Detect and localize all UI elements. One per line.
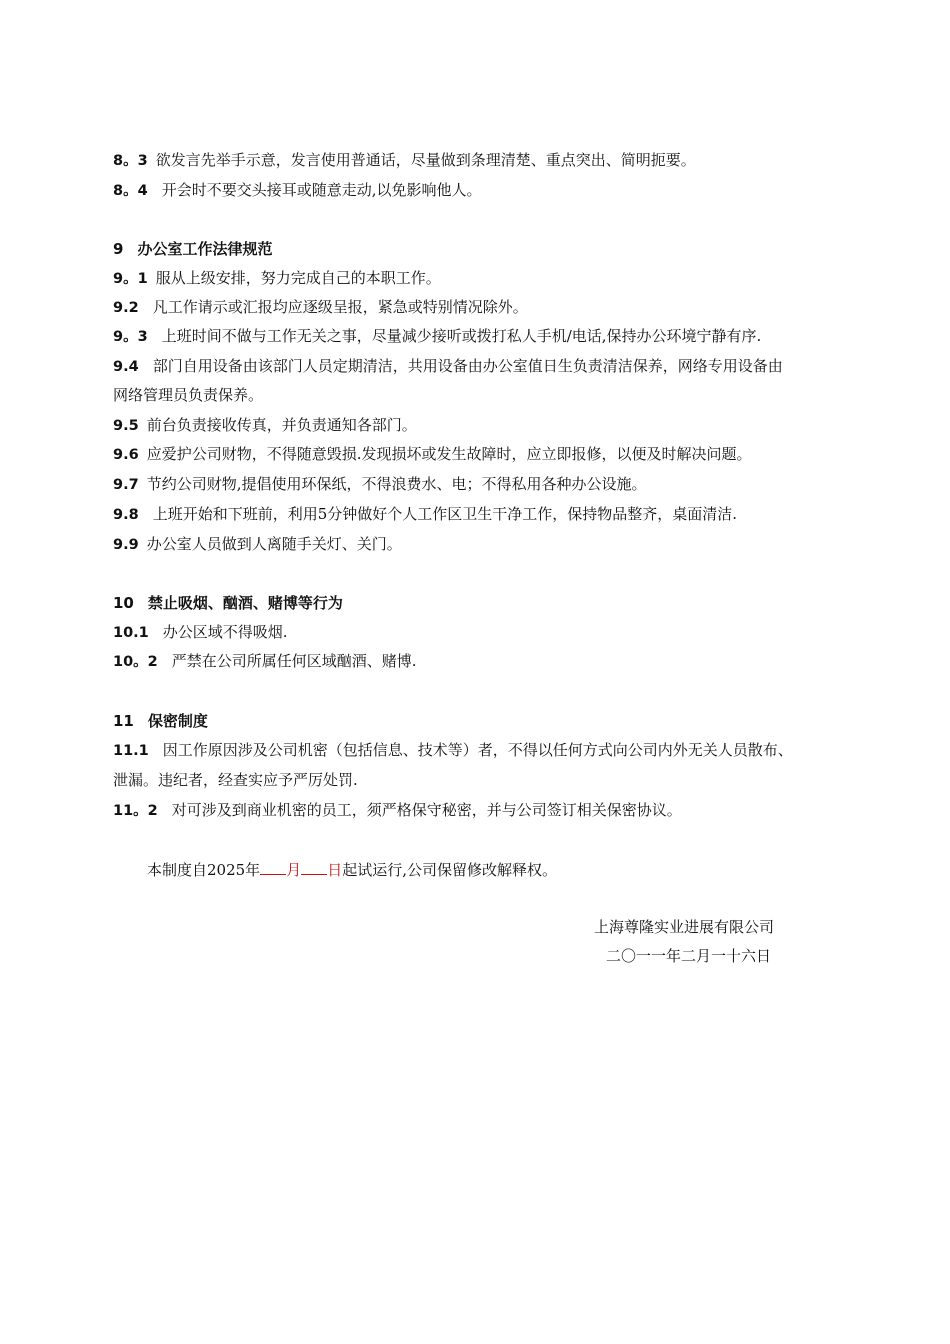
section-number: 9 bbox=[113, 240, 124, 258]
clause-text: 对可涉及到商业机密的员工，须严格保守秘密，并与公司签订相关保密协议。 bbox=[171, 801, 682, 819]
clause-number: 10.1 bbox=[113, 625, 149, 641]
clause-number: 10。2 bbox=[113, 654, 158, 670]
clause-text: 凡工作请示或汇报均应逐级呈报，紧急或特别情况除外。 bbox=[152, 298, 528, 316]
clause-number: 9.7 bbox=[113, 477, 139, 493]
section-title: 办公室工作法律规范 bbox=[137, 240, 273, 258]
clause-number: 8。3 bbox=[113, 153, 148, 169]
clause-number: 9.8 bbox=[113, 507, 139, 523]
section-heading-9 bbox=[113, 239, 272, 259]
clause-text: 开会时不要交头接耳或随意走动,以免影响他人。 bbox=[161, 181, 482, 199]
clause-9-5 bbox=[113, 415, 417, 436]
section-heading-10 bbox=[113, 593, 343, 613]
clause-number: 9.6 bbox=[113, 447, 139, 463]
clause-number: 9。3 bbox=[113, 329, 148, 345]
clause-10-2 bbox=[113, 651, 417, 672]
clause-9-8 bbox=[113, 504, 737, 525]
clause-9-9 bbox=[113, 534, 402, 555]
closing-statement bbox=[147, 860, 557, 880]
clause-number: 9.2 bbox=[113, 300, 139, 316]
clause-text: 节约公司财物,提倡使用环保纸，不得浪费水、电；不得私用各种办公设施。 bbox=[146, 475, 647, 493]
clause-text: 因工作原因涉及公司机密（包括信息、技术等）者，不得以任何方式向公司内外无关人员散布、 bbox=[162, 741, 793, 759]
clause-10-1 bbox=[113, 622, 288, 643]
clause-9-7 bbox=[113, 474, 646, 495]
section-number: 10 bbox=[113, 594, 134, 612]
clause-11-1 bbox=[113, 740, 793, 761]
clause-number: 11。2 bbox=[113, 803, 158, 819]
clause-number: 8。4 bbox=[113, 183, 148, 199]
clause-text: 欲发言先举手示意，发言使用普通话，尽量做到条理清楚、重点突出、简明扼要。 bbox=[155, 151, 696, 169]
clause-number: 9.5 bbox=[113, 418, 139, 434]
clause-9-3 bbox=[113, 326, 761, 347]
closing-day: 日 bbox=[327, 861, 343, 879]
section-heading-11 bbox=[113, 711, 208, 731]
closing-prefix: 本制度自2025年 bbox=[147, 861, 261, 879]
clause-9-4 bbox=[113, 356, 783, 377]
clause-8-4 bbox=[113, 180, 481, 201]
closing-suffix: 起试运行,公司保留修改解释权。 bbox=[342, 861, 557, 879]
signature-company: 上海尊隆实业进展有限公司 bbox=[594, 918, 775, 936]
day-blank bbox=[301, 874, 327, 875]
clause-number: 9.4 bbox=[113, 359, 139, 375]
clause-number: 11.1 bbox=[113, 743, 149, 759]
signature-date: 二〇一一年二月一十六日 bbox=[606, 947, 772, 965]
clause-text: 部门自用设备由该部门人员定期清洁，共用设备由办公室值日生负责清洁保养，网络专用设备由 bbox=[152, 357, 783, 375]
section-title: 保密制度 bbox=[147, 712, 208, 730]
clause-11-2 bbox=[113, 800, 682, 821]
clause-9-4-continuation: 网络管理员负责保养。 bbox=[113, 386, 264, 404]
clause-9-2 bbox=[113, 297, 528, 318]
section-title: 禁止吸烟、酗酒、赌博等行为 bbox=[147, 594, 343, 612]
clause-text: 前台负责接收传真，并负责通知各部门。 bbox=[146, 416, 417, 434]
clause-text: 办公室人员做到人离随手关灯、关门。 bbox=[146, 535, 402, 553]
month-blank bbox=[260, 874, 286, 875]
clause-text: 办公区域不得吸烟. bbox=[162, 623, 288, 641]
clause-text: 上班时间不做与工作无关之事，尽量减少接听或拨打私人手机/电话,保持办公环境宁静有序. bbox=[161, 327, 762, 345]
clause-11-1-continuation: 泄漏。违纪者，经查实应予严厉处罚. bbox=[113, 771, 358, 789]
clause-9-1 bbox=[113, 268, 441, 289]
clause-text: 严禁在公司所属任何区域酗酒、赌博. bbox=[171, 652, 417, 670]
clause-text: 上班开始和下班前，利用5分钟做好个人工作区卫生干净工作，保持物品整齐，桌面清洁. bbox=[152, 505, 738, 523]
clause-number: 9。1 bbox=[113, 271, 148, 287]
clause-8-3 bbox=[113, 150, 696, 171]
section-number: 11 bbox=[113, 712, 134, 730]
clause-number: 9.9 bbox=[113, 537, 139, 553]
clause-text: 服从上级安排，努力完成自己的本职工作。 bbox=[155, 269, 441, 287]
closing-month: 月 bbox=[286, 861, 302, 879]
clause-text: 应爱护公司财物，不得随意毁损.发现损坏或发生故障时，应立即报修，以便及时解决问题。 bbox=[146, 445, 752, 463]
clause-9-6 bbox=[113, 444, 751, 465]
